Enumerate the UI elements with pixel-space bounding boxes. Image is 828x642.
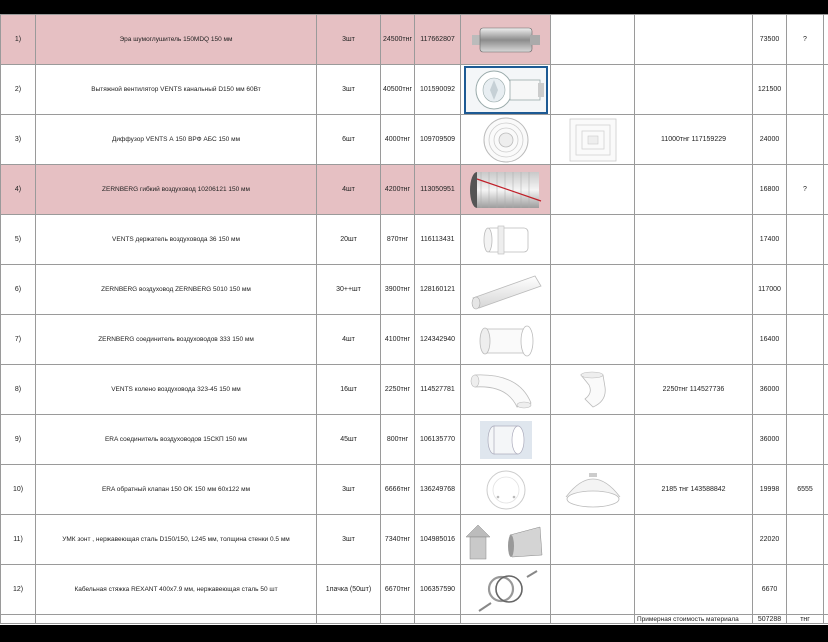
item-note[interactable] [787, 215, 824, 265]
item-quantity[interactable]: 16шт [317, 365, 381, 415]
item-code[interactable]: 114527781 [415, 365, 461, 415]
row-number[interactable]: 2) [1, 65, 36, 115]
item-quantity[interactable]: 45шт [317, 415, 381, 465]
item-name[interactable]: Эра шумоглушитель 150MDQ 150 мм [36, 15, 317, 65]
item-code[interactable]: 109709509 [415, 115, 461, 165]
edge-cell[interactable] [824, 415, 828, 465]
elbow-image[interactable] [461, 365, 551, 415]
item-sum[interactable]: 36000 [753, 365, 787, 415]
alternative-offer[interactable]: 11000тнг 117159229 [635, 115, 753, 165]
item-code[interactable]: 113050951 [415, 165, 461, 215]
item-name[interactable]: ERA обратный клапан 150 OK 150 мм 60х122 мм [36, 465, 317, 515]
alt-elbow-image[interactable] [551, 365, 635, 415]
item-name[interactable]: VENTS держатель воздуховода 36 150 мм [36, 215, 317, 265]
silencer-image[interactable] [461, 15, 551, 65]
item-name[interactable]: Кабельная стяжка REXANT 400x7.9 мм, нержавеющая сталь 50 шт [36, 565, 317, 615]
fan-image[interactable] [461, 65, 551, 115]
item-price[interactable]: 800тнг [381, 415, 415, 465]
item-code[interactable]: 104985016 [415, 515, 461, 565]
empty-cell[interactable] [551, 315, 635, 365]
edge-cell[interactable] [824, 65, 828, 115]
alternative-offer[interactable] [635, 65, 753, 115]
duct-image [465, 268, 547, 312]
item-code[interactable]: 101590092 [415, 65, 461, 115]
empty-cell[interactable] [551, 565, 635, 615]
item-sum[interactable]: 6670 [753, 565, 787, 615]
holder-image[interactable] [461, 215, 551, 265]
empty-cell[interactable] [551, 215, 635, 265]
edge-cell[interactable] [824, 165, 828, 215]
item-sum[interactable]: 19998 [753, 465, 787, 515]
item-code[interactable]: 116113431 [415, 215, 461, 265]
empty-cell[interactable] [551, 65, 635, 115]
item-price[interactable]: 40500тнг [381, 65, 415, 115]
umbrella-image [462, 517, 550, 563]
flex-duct-image [467, 167, 545, 213]
item-name[interactable]: ZERNBERG воздуховод ZERNBERG 5010 150 мм [36, 265, 317, 315]
table-row [1, 365, 828, 415]
diffuser-image [466, 116, 546, 164]
empty-cell[interactable] [551, 15, 635, 65]
item-price[interactable]: 4000тнг [381, 115, 415, 165]
item-price[interactable]: 4200тнг [381, 165, 415, 215]
table-row [1, 265, 828, 315]
silencer-image [470, 23, 542, 57]
alternative-offer[interactable] [635, 315, 753, 365]
alt-valve-image [558, 467, 628, 513]
item-name[interactable]: Вытяжной вентилятор VENTS канальный D150 мм 60Вт [36, 65, 317, 115]
item-price[interactable]: 3900тнг [381, 265, 415, 315]
row-number[interactable]: 5) [1, 215, 36, 265]
row-number[interactable]: 6) [1, 265, 36, 315]
materials-table [0, 14, 828, 624]
item-sum[interactable]: 24000 [753, 115, 787, 165]
item-code[interactable]: 106135770 [415, 415, 461, 465]
cable-tie-image [471, 567, 541, 613]
item-quantity[interactable]: 20шт [317, 215, 381, 265]
alt-valve-image[interactable] [551, 465, 635, 515]
row-number[interactable]: 12) [1, 565, 36, 615]
diffuser-image[interactable] [461, 115, 551, 165]
item-quantity[interactable]: 3шт [317, 515, 381, 565]
row-number[interactable]: 10) [1, 465, 36, 515]
item-note[interactable] [787, 265, 824, 315]
item-name[interactable]: УМК зонт , нержавеющая сталь D150/150, L245 мм, толщина стенки 0.5 мм [36, 515, 317, 565]
total-label[interactable]: Примерная стоимость материала [635, 615, 753, 624]
item-code[interactable]: 117662807 [415, 15, 461, 65]
item-note[interactable] [787, 315, 824, 365]
row-number[interactable]: 8) [1, 365, 36, 415]
cable-tie-image[interactable] [461, 565, 551, 615]
row-number[interactable]: 3) [1, 115, 36, 165]
umbrella-image[interactable] [461, 515, 551, 565]
item-name[interactable]: ZERNBERG гибкий воздуховод 10206121 150 мм [36, 165, 317, 215]
item-name[interactable]: ERA соединитель воздуховодов 15СКП 150 мм [36, 415, 317, 465]
alternative-offer[interactable] [635, 15, 753, 65]
item-price[interactable]: 24500тнг [381, 15, 415, 65]
row-number[interactable]: 11) [1, 515, 36, 565]
item-note[interactable] [787, 115, 824, 165]
holder-image [476, 218, 536, 262]
era-connector-image [474, 417, 538, 463]
edge-cell[interactable] [824, 365, 828, 415]
item-price[interactable]: 6670тнг [381, 565, 415, 615]
table-row [1, 215, 828, 265]
era-connector-image[interactable] [461, 415, 551, 465]
spreadsheet [0, 14, 828, 625]
item-sum[interactable]: 16800 [753, 165, 787, 215]
item-quantity[interactable]: 6шт [317, 115, 381, 165]
item-note[interactable] [787, 65, 824, 115]
table-row [1, 115, 828, 165]
table-row [1, 315, 828, 365]
table-row [1, 465, 828, 515]
total-row [1, 615, 828, 624]
item-code[interactable]: 128160121 [415, 265, 461, 315]
alternative-offer[interactable] [635, 515, 753, 565]
item-note[interactable] [787, 415, 824, 465]
item-note[interactable] [787, 515, 824, 565]
table-row [1, 65, 828, 115]
item-sum[interactable]: 121500 [753, 65, 787, 115]
item-note[interactable] [787, 365, 824, 415]
item-price[interactable]: 2250тнг [381, 365, 415, 415]
alternative-offer[interactable]: 2250тнг 114527736 [635, 365, 753, 415]
item-code[interactable]: 136249768 [415, 465, 461, 515]
item-code[interactable]: 106357590 [415, 565, 461, 615]
item-quantity[interactable]: 3шт [317, 15, 381, 65]
alternative-offer[interactable]: 2185 тнг 143588842 [635, 465, 753, 515]
edge-cell[interactable] [824, 15, 828, 65]
bottom-bar [0, 625, 828, 642]
edge-cell[interactable] [824, 465, 828, 515]
item-sum[interactable]: 36000 [753, 415, 787, 465]
item-price[interactable]: 6666тнг [381, 465, 415, 515]
item-sum[interactable]: 73500 [753, 15, 787, 65]
edge-cell[interactable] [824, 315, 828, 365]
item-quantity[interactable]: 3шт [317, 465, 381, 515]
item-price[interactable]: 4100тнг [381, 315, 415, 365]
grille-image[interactable] [551, 115, 635, 165]
row-number[interactable]: 9) [1, 415, 36, 465]
item-sum[interactable]: 16400 [753, 315, 787, 365]
table-row [1, 515, 828, 565]
empty-cell[interactable] [551, 515, 635, 565]
total-value[interactable]: 507288 [753, 615, 787, 624]
item-note[interactable] [787, 565, 824, 615]
connector-image [469, 317, 543, 363]
empty-cell[interactable] [551, 165, 635, 215]
table-row [1, 165, 828, 215]
alternative-offer[interactable] [635, 565, 753, 615]
empty-cell[interactable] [551, 415, 635, 465]
row-number[interactable]: 4) [1, 165, 36, 215]
item-name[interactable]: Диффузор VENTS А 150 ВРФ АБС 150 мм [36, 115, 317, 165]
edge-cell[interactable] [824, 215, 828, 265]
check-valve-image [478, 467, 534, 513]
alt-elbow-image [563, 367, 623, 413]
elbow-image [467, 367, 545, 413]
grille-image [558, 116, 628, 164]
item-code[interactable]: 124342940 [415, 315, 461, 365]
item-quantity[interactable]: 4шт [317, 315, 381, 365]
item-quantity[interactable]: 1пачка (50шт) [317, 565, 381, 615]
item-quantity[interactable]: 3шт [317, 65, 381, 115]
item-name[interactable]: ZERNBERG соединитель воздуховодов 333 150 мм [36, 315, 317, 365]
item-sum[interactable]: 22020 [753, 515, 787, 565]
item-note[interactable]: ? [787, 15, 824, 65]
edge-cell[interactable] [824, 265, 828, 315]
item-price[interactable]: 7340тнг [381, 515, 415, 565]
item-sum[interactable]: 17400 [753, 215, 787, 265]
total-unit[interactable]: тнг [787, 615, 824, 624]
table-row [1, 565, 828, 615]
fan-image [464, 66, 548, 114]
check-valve-image[interactable] [461, 465, 551, 515]
alternative-offer[interactable] [635, 415, 753, 465]
item-note[interactable]: ? [787, 165, 824, 215]
item-price[interactable]: 870тнг [381, 215, 415, 265]
table-row [1, 15, 828, 65]
edge-cell[interactable] [824, 115, 828, 165]
flex-duct-image[interactable] [461, 165, 551, 215]
row-number[interactable]: 1) [1, 15, 36, 65]
duct-image[interactable] [461, 265, 551, 315]
table-row [1, 415, 828, 465]
item-sum[interactable]: 117000 [753, 265, 787, 315]
item-quantity[interactable]: 4шт [317, 165, 381, 215]
item-quantity[interactable]: 30++шт [317, 265, 381, 315]
connector-image[interactable] [461, 315, 551, 365]
item-name[interactable]: VENTS колено воздуховода 323-45 150 мм [36, 365, 317, 415]
empty-cell[interactable] [551, 265, 635, 315]
alternative-offer[interactable] [635, 265, 753, 315]
edge-cell[interactable] [824, 515, 828, 565]
edge-cell[interactable] [824, 565, 828, 615]
item-note[interactable]: 6555 [787, 465, 824, 515]
alternative-offer[interactable] [635, 165, 753, 215]
row-number[interactable]: 7) [1, 315, 36, 365]
alternative-offer[interactable] [635, 215, 753, 265]
